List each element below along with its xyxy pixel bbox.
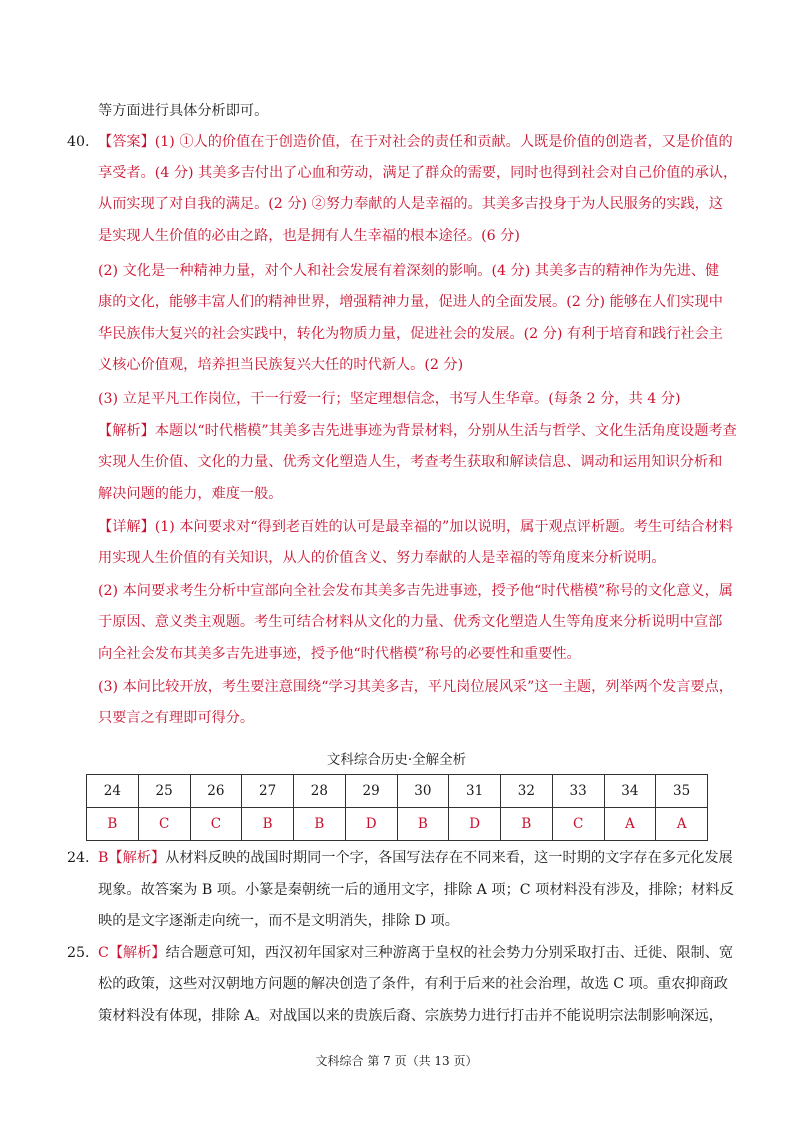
table-cell: 32 xyxy=(501,775,553,808)
table-cell: 25 xyxy=(138,775,190,808)
q25-answer-head: C【解析】 xyxy=(98,945,166,961)
table-cell: B xyxy=(294,808,346,841)
page-footer: 文科综合 第 7 页（共 13 页） xyxy=(315,1054,478,1068)
table-cell: 28 xyxy=(294,775,346,808)
question-25-number: 25. xyxy=(67,945,90,961)
q25-line-3: 策材料没有体现，排除 A。对战国以来的贵族后裔、宗族势力进行打击并不能说明宗法制影响深远， xyxy=(98,1008,723,1024)
q25-line-1-text: 结合题意可知，西汉初年国家对三种游离于皇权的社会势力分别采取打击、迁徙、限制、宽 xyxy=(165,945,734,961)
q40-answer-line-3: 从而实现了对自我的满足。(2 分) ②努力奉献的人是幸福的。其美多吉投身于为人民服务的实践，这 xyxy=(98,196,723,212)
table-cell: B xyxy=(87,808,139,841)
q25-line-1 xyxy=(98,943,733,963)
table-cell: 24 xyxy=(87,775,139,808)
q40-detail-line-6: (3) 本问比较开放，考生要注意围绕“学习其美多吉，平凡岗位展风采”这一主题，列举两个发言要点， xyxy=(98,679,733,695)
q24-line-2: 现象。故答案为 B 项。小篆是秦朝统一后的通用文字，排除 A 项；C 项材料没有涉及，排除；材料反 xyxy=(98,882,734,898)
q40-answer-line-4: 是实现人生价值的必由之路，也是拥有人生幸福的根本途径。(6 分) xyxy=(98,228,520,244)
q40-analysis-line-1: 【解析】本题以“时代楷模”其美多吉先进事迹为背景材料，分别从生活与哲学、文化生活角度设题考查 xyxy=(98,423,737,439)
table-cell: 31 xyxy=(449,775,501,808)
q40-detail-line-3: (2) 本问要求考生分析中宣部向全社会发布其美多吉先进事迹，授予他“时代楷模”称号的文化意义，属 xyxy=(98,583,733,599)
table-cell: 27 xyxy=(242,775,294,808)
q24-line-1 xyxy=(98,848,733,868)
table-cell: C xyxy=(138,808,190,841)
q40-analysis-line-2: 实现人生价值、文化的力量、优秀文化塑造人生，考查考生获取和解读信息、调动和运用知识分析和 xyxy=(98,454,723,470)
table-cell: 35 xyxy=(656,775,708,808)
table-cell: D xyxy=(345,808,397,841)
table-cell: 26 xyxy=(190,775,242,808)
q40-detail-line-1: 【详解】(1) 本问要求对“得到老百姓的认可是最幸福的”加以说明，属于观点评析题。考生可结合材料 xyxy=(98,519,733,535)
answer-table-letter-row xyxy=(87,808,708,841)
q40-detail-line-5: 向全社会发布其美多吉先进事迹，授予他“时代楷模”称号的必要性和重要性。 xyxy=(98,646,581,662)
q40-answer-line-8: 义核心价值观，培养担当民族复兴大任的时代新人。(2 分) xyxy=(98,357,464,373)
q40-answer-line-9: (3) 立足平凡工作岗位，干一行爱一行；坚定理想信念，书写人生华章。(每条 2 分，共 4 分) xyxy=(98,391,681,407)
table-cell: B xyxy=(397,808,449,841)
table-cell: 33 xyxy=(552,775,604,808)
table-cell: D xyxy=(449,808,501,841)
continuation-line: 等方面进行具体分析即可。 xyxy=(98,103,269,119)
answer-table-number-row xyxy=(87,775,708,808)
q40-answer-line-2: 享受者。(4 分) 其美多吉付出了心血和劳动，满足了群众的需要，同时也得到社会对自己价值的承认， xyxy=(98,165,738,181)
q40-answer-line-5: (2) 文化是一种精神力量，对个人和社会发展有着深刻的影响。(4 分) 其美多吉的精神作为先进、健 xyxy=(98,263,720,279)
table-cell: B xyxy=(242,808,294,841)
answer-table xyxy=(86,774,708,841)
table-cell: C xyxy=(190,808,242,841)
table-cell: C xyxy=(552,808,604,841)
question-24-number: 24. xyxy=(67,850,90,866)
question-40-number: 40. xyxy=(67,134,90,150)
table-cell: A xyxy=(656,808,708,841)
q40-analysis-line-3: 解决问题的能力，难度一般。 xyxy=(98,486,283,502)
q40-answer-line-6: 康的文化，能够丰富人们的精神世界，增强精神力量，促进人的全面发展。(2 分) 能够在人们实现中 xyxy=(98,294,723,310)
history-section-title: 文科综合历史·全解全析 xyxy=(326,752,467,768)
q40-detail-line-2: 用实现人生价值的有关知识，从人的价值含义、努力奉献的人是幸福的等角度来分析说明。 xyxy=(98,550,666,566)
q24-answer-head: B【解析】 xyxy=(98,850,166,866)
q40-detail-line-4: 于原因、意义类主观题。考生可结合材料从文化的力量、优秀文化塑造人生等角度来分析说明中宣部 xyxy=(98,614,723,630)
table-cell: 34 xyxy=(604,775,656,808)
q40-detail-line-7: 只要言之有理即可得分。 xyxy=(98,710,255,726)
q25-line-2: 松的政策，这些对汉朝地方问题的解决创造了条件，有利于后来的社会治理，故选 C 项。重农抑商政 xyxy=(98,976,728,992)
q24-line-1-text: 从材料反映的战国时期同一个字，各国写法存在不同来看，这一时期的文字存在多元化发展 xyxy=(165,850,733,866)
q40-answer-line-7: 华民族伟大复兴的社会实践中，转化为物质力量，促进社会的发展。(2 分) 有利于培育和践行社会主 xyxy=(98,326,723,342)
q24-line-3: 映的是文字逐渐走向统一，而不是文明消失，排除 D 项。 xyxy=(98,913,459,929)
q40-answer-line-1: 【答案】(1) ①人的价值在于创造价值，在于对社会的责任和贡献。人既是价值的创造者，又是价值的 xyxy=(98,134,733,150)
table-cell: 29 xyxy=(345,775,397,808)
table-cell: A xyxy=(604,808,656,841)
table-cell: 30 xyxy=(397,775,449,808)
table-cell: B xyxy=(501,808,553,841)
